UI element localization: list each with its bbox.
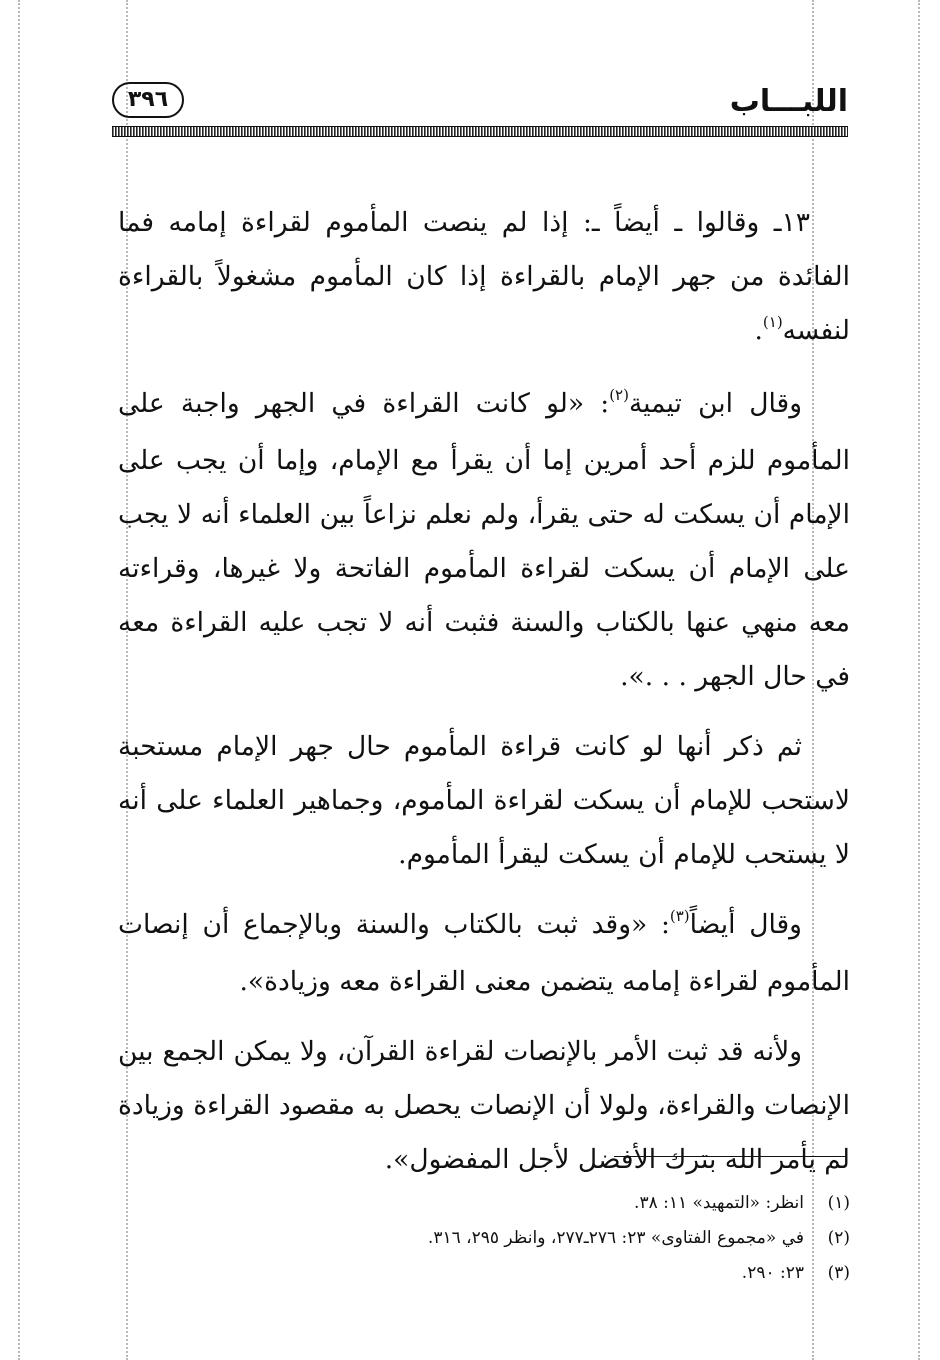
footnote-3: (٣)٢٣: ٢٩٠. xyxy=(741,1263,850,1283)
page-number-badge: ٣٩٦ xyxy=(112,82,184,118)
paragraph-4: وقال أيضاً$^{(٣)}$: «وقد ثبت بالكتاب والسنة وبالإجماع أن إنصات المأموم لقراءة إمامه يتضمن معنى القراءة معه وزيادة». xyxy=(118,907,850,997)
page-header xyxy=(112,80,848,122)
running-title: اللبـــاب xyxy=(729,84,848,119)
footnote-2: (٢)في «مجموع الفتاوى» ٢٣: ٢٧٦ـ٢٧٧، وانظر ٢٩٥، ٣١٦. xyxy=(427,1228,850,1248)
header-rule xyxy=(112,126,848,137)
body-text xyxy=(118,196,850,1203)
footnote-1: (١)انظر: «التمهيد» ١١: ٣٨. xyxy=(634,1193,850,1213)
paragraph-1: ١٣ـ وقالوا ـ أيضاً ـ: إذا لم ينصت المأموم لقراءة إمامه فما الفائدة من جهر الإمام بالقراءة إذا كان المأموم مشغولاً بالقراءة لنفسه$^{(١)}$. xyxy=(118,207,850,346)
paragraph-5: ولأنه قد ثبت الأمر بالإنصات لقراءة القرآن، ولا يمكن الجمع بين الإنصات والقراءة، ولولا أن الإنصات يحصل به مقصود القراءة وزيادة لم يأمر الله بترك الأفضل لأجل المفضول». xyxy=(118,1036,850,1175)
paragraph-2: وقال ابن تيمية$^{(٢)}$: «لو كانت القراءة في الجهر واجبة على المأموم للزم أحد أمرين إما أن يقرأ مع الإمام، وإما أن يجب على الإمام أن يسكت له حتى يقرأ، ولم نعلم نزاعاً بين العلماء أنه لا يجب على الإمام أن يسكت لقراءة المأموم الفاتحة ولا غيرها، وقراءته معه منهي عنها بالكتاب والسنة فثبت أنه لا تجب عليه القراءة معه في حال الجهر . . .». xyxy=(118,386,850,692)
footnote-ref-1: (١) xyxy=(762,313,783,331)
footnote-ref-3: (٣) xyxy=(669,907,690,925)
footnote-separator xyxy=(614,1156,846,1157)
dotted-guide-left xyxy=(18,0,20,1360)
footnotes xyxy=(118,1186,850,1291)
dotted-guide-right xyxy=(918,0,920,1360)
paragraph-3: ثم ذكر أنها لو كانت قراءة المأموم حال جهر الإمام مستحبة لاستحب للإمام أن يسكت لقراءة المأموم، وجماهير العلماء على أنه لا يستحب للإمام أن يسكت ليقرأ المأموم. xyxy=(118,731,850,870)
footnote-ref-2: (٢) xyxy=(609,386,629,404)
